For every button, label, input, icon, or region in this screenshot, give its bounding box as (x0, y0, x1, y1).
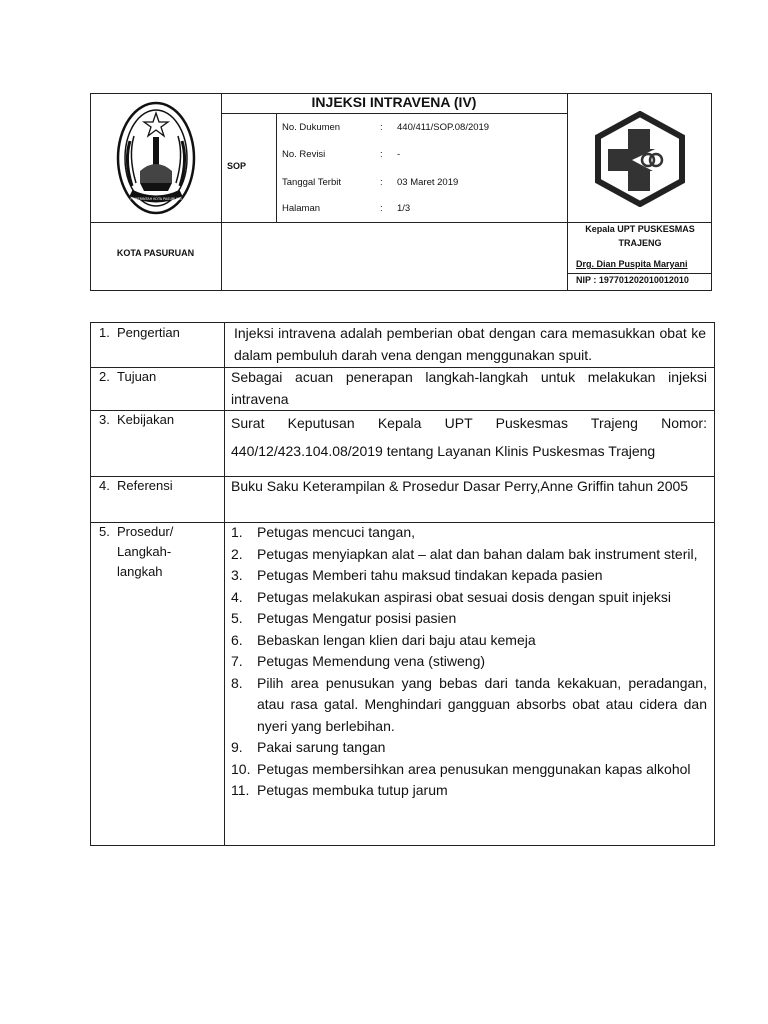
sop-label: SOP (227, 161, 247, 171)
meta-label-issue-date: Tanggal Terbit (282, 177, 341, 188)
step-number: 4. (231, 588, 243, 605)
section-text-referensi: Buku Saku Keterampilan & Prosedur Dasar Perry,Anne Griffin tahun 2005 (231, 478, 689, 494)
section-title: Pengertian (117, 325, 180, 340)
step-number: 8. (231, 674, 243, 691)
section-title: Referensi (117, 478, 173, 493)
document-title: INJEKSI INTRAVENA (IV) (311, 94, 477, 110)
puskesmas-logo-icon (592, 111, 688, 207)
section-text-kebijakan: Surat Keputusan Kepala UPT Puskesmas Trajeng Nomor: 440/12/423.104.08/2019 tentang Layanan Klinis Puskesmas Trajeng (231, 415, 707, 459)
list-item (231, 630, 707, 652)
city-name: KOTA PASURUAN (116, 248, 195, 258)
step-text: Pilih area penusukan yang bebas dari tanda kekakuan, peradangan, atau rasa gatal. Menghindari gangguan absorbs obat atau cidera dan nyeri yang berlebihan. (257, 674, 707, 734)
step-text: Petugas Mengatur posisi pasien (257, 610, 457, 626)
step-number: 11. (231, 782, 250, 798)
step-number: 10. (231, 760, 251, 777)
section-title: Langkah- (117, 544, 172, 559)
section-label-pengertian (99, 323, 180, 343)
step-number: 1. (231, 524, 243, 540)
meta-colon: : (380, 203, 383, 214)
step-number: 3. (231, 567, 243, 583)
section-label-kebijakan (99, 410, 174, 430)
step-text: Petugas Memendung vena (stiweng) (257, 653, 486, 669)
list-item (231, 587, 707, 609)
step-text: Pakai sarung tangan (257, 739, 386, 755)
meta-value-page: 1/3 (397, 203, 411, 214)
list-item (231, 544, 707, 566)
section-number: 3. (99, 412, 110, 427)
meta-colon: : (380, 122, 383, 133)
procedure-steps-list (231, 522, 707, 802)
section-label-prosedur (99, 522, 173, 582)
section-title: Tujuan (117, 369, 157, 384)
section-text-pengertian: Injeksi intravena adalah pemberian obat dengan cara memasukkan obat ke dalam pembuluh darah vena dengan menggunakan spuit. (234, 325, 706, 363)
meta-label-page: Halaman (282, 203, 321, 214)
list-item (231, 608, 707, 630)
step-text: Petugas membuka tutup jarum (257, 782, 448, 798)
meta-value-issue-date: 03 Maret 2019 (397, 177, 459, 188)
section-number: 5. (99, 524, 110, 539)
section-label-referensi (99, 476, 173, 496)
meta-value-revision: - (397, 149, 401, 160)
step-text: Bebaskan lengan klien dari baju atau kemeja (257, 631, 536, 648)
step-number: 9. (231, 739, 243, 755)
meta-label-revision: No. Revisi (282, 149, 326, 160)
section-title: Kebijakan (117, 412, 175, 427)
step-text: Petugas Memberi tahu maksud tindakan kepada pasien (257, 567, 603, 583)
meta-value-doc-no: 440/411/SOP.08/2019 (397, 122, 490, 133)
sop-header (90, 93, 712, 291)
head-title-line1: Kepala UPT PUSKESMAS (585, 224, 695, 234)
section-text-tujuan: Sebagai acuan penerapan langkah-langkah untuk melakukan injeksi intravena (231, 369, 707, 407)
emblem-text: PEMERINTAH KOTA PASURUAN (130, 197, 182, 201)
head-nip: NIP : 197701202010012010 (576, 275, 689, 285)
list-item (231, 565, 707, 587)
list-item (231, 780, 707, 802)
step-text: Petugas melakukan aspirasi obat sesuai dosis dengan spuit injeksi (257, 588, 672, 605)
section-number: 2. (99, 369, 110, 384)
city-emblem-icon (116, 101, 196, 215)
section-title: Prosedur/ (117, 524, 174, 539)
meta-label-doc-no: No. Dukumen (282, 122, 341, 133)
step-text: Petugas mencuci tangan, (257, 524, 415, 540)
step-number: 6. (231, 631, 243, 648)
meta-colon: : (380, 149, 383, 160)
head-title-line2: TRAJENG (618, 238, 662, 248)
step-number: 2. (231, 545, 243, 562)
list-item (231, 737, 707, 759)
sop-content-table (90, 322, 715, 846)
step-number: 7. (231, 653, 243, 669)
head-name: Drg. Dian Puspita Maryani (576, 259, 688, 269)
section-number: 4. (99, 478, 110, 493)
section-number: 1. (99, 325, 110, 340)
step-number: 5. (231, 610, 243, 626)
step-text: Petugas menyiapkan alat – alat dan bahan dalam bak instrument steril, (257, 545, 698, 562)
list-item (231, 673, 707, 738)
section-label-tujuan (99, 367, 156, 387)
meta-colon: : (380, 177, 383, 188)
list-item (231, 759, 707, 781)
list-item (231, 651, 707, 673)
section-title: langkah (117, 564, 163, 579)
step-text: Petugas membersihkan area penusukan menggunakan kapas alkohol (257, 760, 691, 777)
list-item (231, 522, 707, 544)
